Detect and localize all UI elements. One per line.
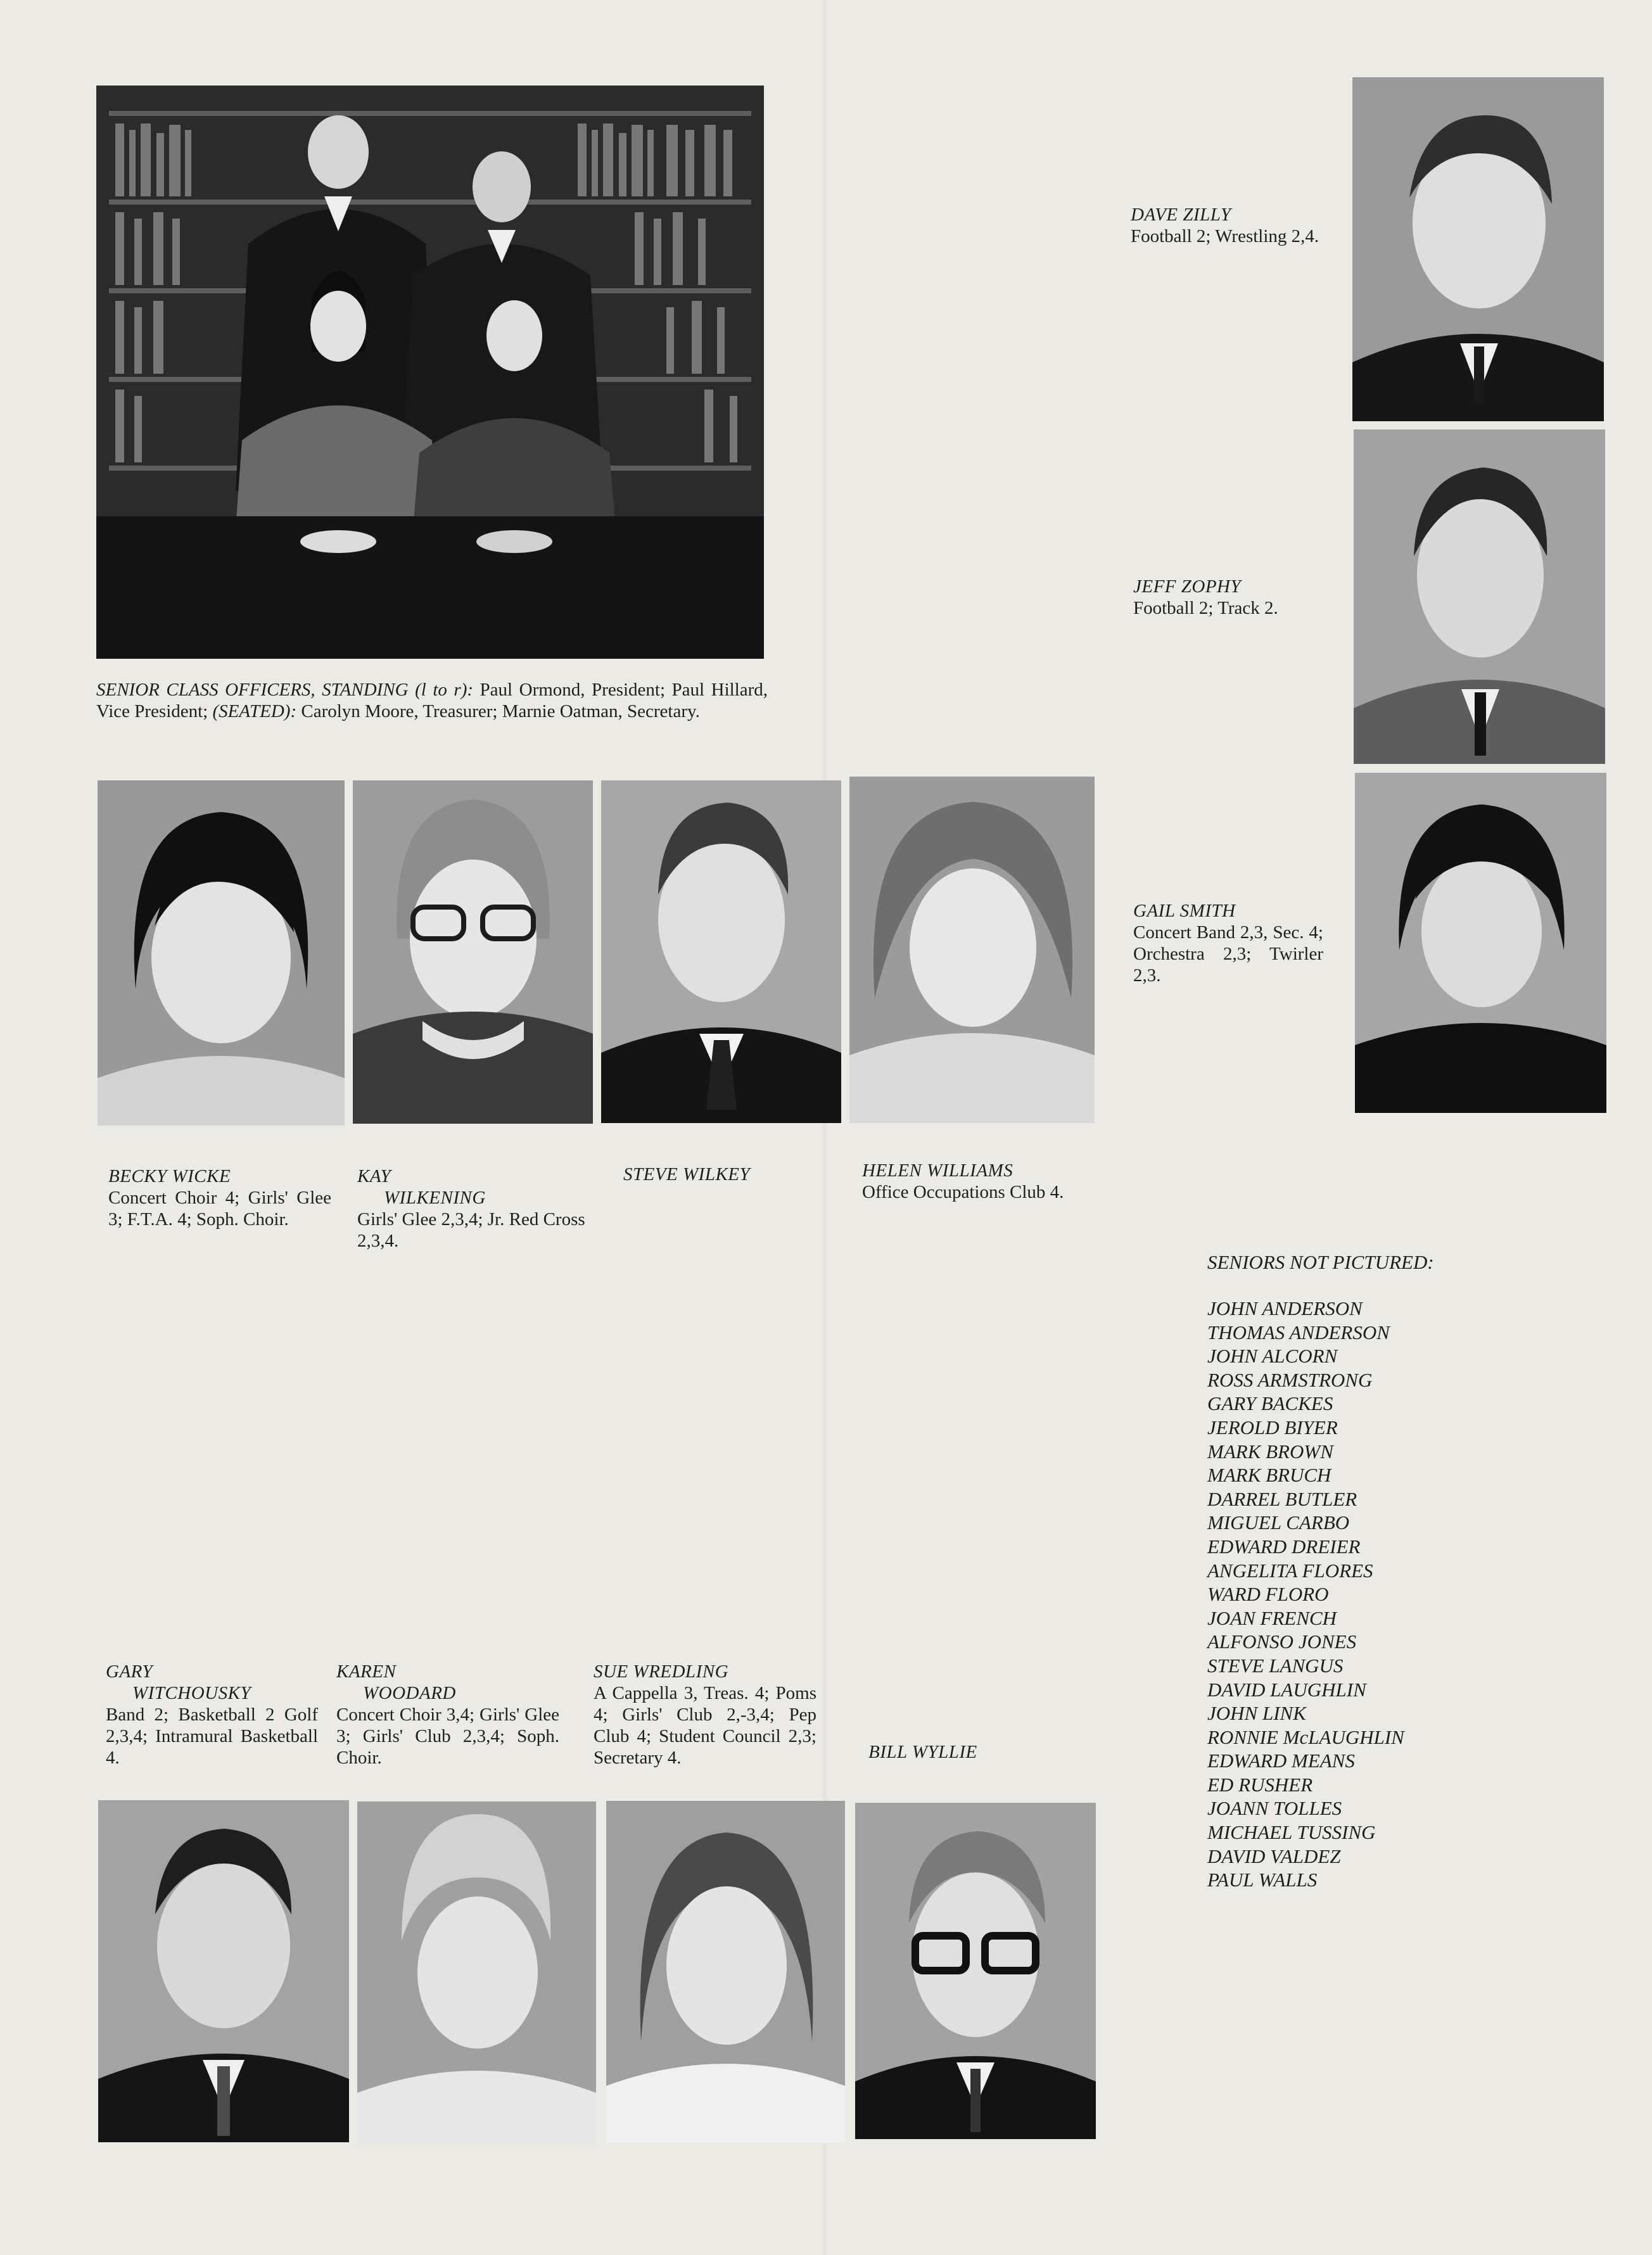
not-pictured-title: SENIORS NOT PICTURED:	[1207, 1251, 1434, 1273]
name-helen-williams: HELEN WILLIAMS	[862, 1160, 1013, 1181]
entry-dave-zilly	[1131, 204, 1333, 247]
activities-gary-witchousky: Band 2; Basketball 2 Golf 2,3,4; Intramural Basketball 4.	[106, 1705, 318, 1768]
not-pictured-name: GARY BACKES	[1207, 1392, 1333, 1415]
name-jeff-zophy: JEFF ZOPHY	[1133, 576, 1242, 597]
activities-jeff-zophy: Football 2; Track 2.	[1133, 598, 1278, 618]
officers-caption	[96, 679, 768, 722]
portrait-jeff-zophy	[1354, 429, 1605, 764]
not-pictured-name: EDWARD DREIER	[1207, 1535, 1361, 1558]
not-pictured-name: PAUL WALLS	[1207, 1869, 1318, 1891]
not-pictured-name: MARK BRUCH	[1207, 1464, 1331, 1487]
not-pictured-name: ALFONSO JONES	[1207, 1630, 1357, 1653]
name-gail-smith: GAIL SMITH	[1133, 901, 1236, 921]
portrait-gail-smith	[1355, 773, 1606, 1113]
not-pictured-name: DAVID VALDEZ	[1207, 1845, 1341, 1867]
not-pictured-list	[1207, 1297, 1404, 1892]
activities-gail-smith: Concert Band 2,3, Sec. 4; Orchestra 2,3; Twirler 2,3.	[1133, 922, 1323, 986]
activities-helen-williams: Office Occupations Club 4.	[862, 1182, 1064, 1202]
not-pictured-name: ROSS ARMSTRONG	[1207, 1368, 1373, 1391]
not-pictured-name: RONNIE McLAUGHLIN	[1207, 1725, 1404, 1748]
not-pictured-name: EDWARD MEANS	[1207, 1750, 1355, 1772]
entry-sue-wredling	[594, 1661, 816, 1769]
portrait-steve-wilkey	[601, 780, 841, 1123]
portrait-sue-wredling	[606, 1801, 845, 2143]
portrait-kay-wilkening	[353, 780, 593, 1124]
entry-bill-wyllie	[868, 1741, 1058, 1763]
not-pictured-name: ED RUSHER	[1207, 1773, 1313, 1796]
entry-gary-witchousky	[106, 1661, 318, 1769]
portrait-karen-woodard	[357, 1801, 596, 2144]
entry-karen-woodard	[336, 1661, 559, 1769]
entry-gail-smith	[1133, 900, 1323, 986]
not-pictured-name: MICHAEL TUSSING	[1207, 1821, 1376, 1844]
officers-caption-lead: SENIOR CLASS OFFICERS, STANDING	[96, 680, 409, 700]
officers-caption-seated: (SEATED):	[212, 701, 297, 721]
officers-group-photo	[96, 86, 764, 659]
name-karen-woodard-line2: WOODARD	[363, 1683, 456, 1703]
name-karen-woodard	[336, 1661, 559, 1704]
officers-caption-part2: Carolyn Moore, Treasurer; Marnie Oatman, Secretary.	[301, 701, 700, 721]
not-pictured-name: ANGELITA FLORES	[1207, 1559, 1373, 1582]
entry-steve-wilkey	[623, 1164, 839, 1185]
name-gary-witchousky	[106, 1661, 318, 1704]
entry-becky-wicke	[108, 1166, 331, 1230]
name-kay-wilkening	[357, 1166, 585, 1209]
name-sue-wredling: SUE WREDLING	[594, 1661, 729, 1682]
not-pictured-name: JOHN LINK	[1207, 1702, 1306, 1725]
name-karen-woodard-line1: KAREN	[336, 1661, 397, 1682]
entry-kay-wilkening	[357, 1166, 585, 1252]
name-gary-witchousky-line1: GARY	[106, 1661, 153, 1682]
activities-karen-woodard: Concert Choir 3,4; Girls' Glee 3; Girls' Club 2,3,4; Soph. Choir.	[336, 1705, 559, 1768]
name-kay-wilkening-line1: KAY	[357, 1166, 391, 1186]
not-pictured-name: DAVID LAUGHLIN	[1207, 1678, 1366, 1701]
officers-caption-part1: Paul Ormond, President; Paul Hillard, Vice President;	[96, 680, 768, 721]
not-pictured-name: JOHN ANDERSON	[1207, 1297, 1363, 1319]
portrait-becky-wicke	[98, 780, 345, 1126]
portrait-bill-wyllie	[855, 1803, 1096, 2139]
portrait-dave-zilly	[1352, 77, 1604, 421]
not-pictured-name: STEVE LANGUS	[1207, 1654, 1344, 1677]
name-becky-wicke: BECKY WICKE	[108, 1166, 231, 1186]
not-pictured-name: JEROLD BIYER	[1207, 1416, 1338, 1439]
entry-helen-williams	[862, 1160, 1096, 1203]
not-pictured-name: JOANN TOLLES	[1207, 1797, 1342, 1820]
portrait-gary-witchousky	[98, 1800, 349, 2142]
officers-caption-paren: (l to r):	[415, 680, 474, 700]
name-kay-wilkening-line2: WILKENING	[384, 1188, 486, 1208]
not-pictured-name: MARK BROWN	[1207, 1440, 1333, 1463]
name-dave-zilly: DAVE ZILLY	[1131, 205, 1231, 225]
not-pictured-name: JOAN FRENCH	[1207, 1606, 1337, 1629]
activities-kay-wilkening: Girls' Glee 2,3,4; Jr. Red Cross 2,3,4.	[357, 1209, 585, 1251]
not-pictured-name: DARREL BUTLER	[1207, 1487, 1357, 1510]
activities-dave-zilly: Football 2; Wrestling 2,4.	[1131, 226, 1319, 246]
not-pictured-name: WARD FLORO	[1207, 1583, 1329, 1606]
activities-becky-wicke: Concert Choir 4; Girls' Glee 3; F.T.A. 4; Soph. Choir.	[108, 1188, 331, 1229]
name-steve-wilkey: STEVE WILKEY	[623, 1164, 751, 1185]
name-gary-witchousky-line2: WITCHOUSKY	[132, 1683, 251, 1703]
not-pictured-name: THOMAS ANDERSON	[1207, 1321, 1390, 1343]
portrait-helen-williams	[849, 777, 1095, 1123]
entry-jeff-zophy	[1133, 576, 1336, 619]
not-pictured-name: JOHN ALCORN	[1207, 1345, 1338, 1368]
not-pictured-name: MIGUEL CARBO	[1207, 1511, 1350, 1534]
name-bill-wyllie: BILL WYLLIE	[868, 1742, 977, 1762]
activities-sue-wredling: A Cappella 3, Treas. 4; Poms 4; Girls' Club 2,-3,4; Pep Club 4; Student Council 2,3; Secretary 4.	[594, 1683, 816, 1768]
